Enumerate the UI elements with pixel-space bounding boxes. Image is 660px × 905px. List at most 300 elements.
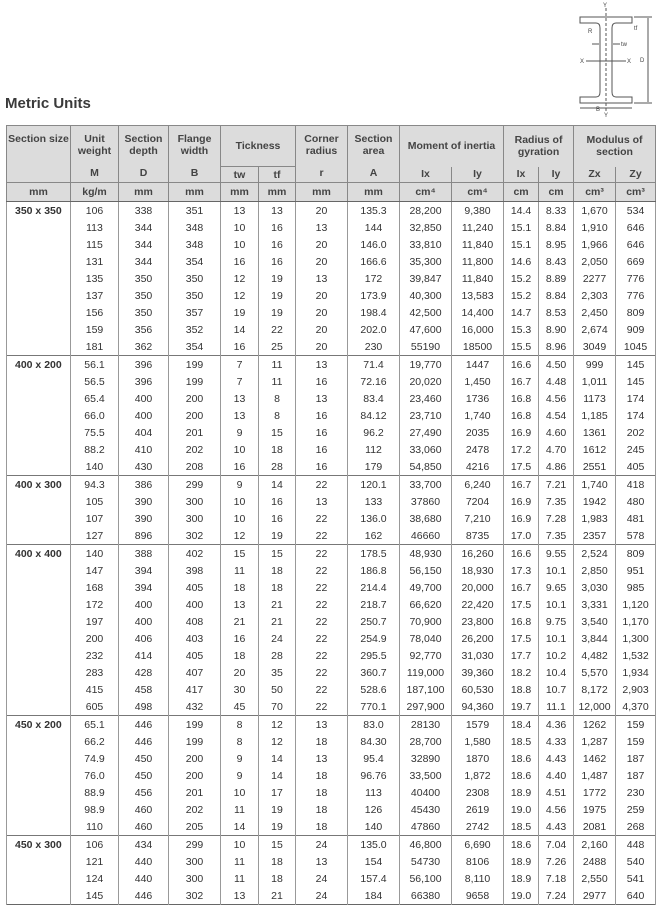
table-cell: 12,000 [574, 698, 616, 716]
table-cell: 350 [169, 287, 221, 304]
table-cell: 22 [296, 545, 348, 563]
table-cell: 405 [616, 458, 656, 476]
table-cell: 13 [221, 887, 259, 905]
section-size-cell [7, 801, 71, 818]
section-size-cell [7, 767, 71, 784]
table-cell: 460 [119, 801, 169, 818]
table-row [7, 270, 656, 287]
table-row [7, 373, 656, 390]
table-cell: 2,524 [574, 545, 616, 563]
table-cell: 1579 [452, 716, 504, 734]
table-cell: 4.36 [539, 716, 574, 734]
table-cell: 4.48 [539, 373, 574, 390]
table-cell: 11,240 [452, 219, 504, 236]
table-cell: 9.55 [539, 545, 574, 563]
table-cell: 66.0 [71, 407, 119, 424]
header-thickness: Tickness [221, 126, 296, 167]
table-cell: 162 [348, 527, 400, 545]
table-cell: 202 [169, 441, 221, 458]
table-cell: 65.1 [71, 716, 119, 734]
table-cell: 106 [71, 202, 119, 220]
table-cell: 4.56 [539, 801, 574, 818]
diagram-label-y-top: Y [603, 3, 608, 9]
table-cell: 909 [616, 321, 656, 338]
table-row [7, 545, 656, 563]
table-row [7, 219, 656, 236]
table-cell: 14 [259, 750, 296, 767]
table-cell: 22 [259, 321, 296, 338]
table-cell: 19,770 [400, 356, 452, 374]
table-cell: 458 [119, 681, 169, 698]
table-cell: 809 [616, 304, 656, 321]
unit-cell: mm [7, 183, 71, 202]
table-cell: 28130 [400, 716, 452, 734]
table-cell: 16.7 [504, 476, 539, 494]
table-cell: 3,030 [574, 579, 616, 596]
table-cell: 13 [296, 493, 348, 510]
table-cell: 295.5 [348, 647, 400, 664]
table-cell: 33,700 [400, 476, 452, 494]
table-cell: 10 [221, 784, 259, 801]
table-cell: 10 [221, 510, 259, 527]
table-cell: 72.16 [348, 373, 400, 390]
table-cell: 15 [259, 545, 296, 563]
table-cell: 74.9 [71, 750, 119, 767]
table-cell: 12 [221, 270, 259, 287]
table-cell: 20,000 [452, 579, 504, 596]
table-cell: 13 [296, 270, 348, 287]
table-cell: 2081 [574, 818, 616, 836]
unit-cell: cm⁴ [400, 183, 452, 202]
table-cell: 20 [221, 664, 259, 681]
table-cell: 415 [71, 681, 119, 698]
table-row [7, 767, 656, 784]
table-cell: 20 [296, 202, 348, 220]
table-cell: 159 [616, 733, 656, 750]
table-cell: 24 [296, 836, 348, 854]
table-cell: 770.1 [348, 698, 400, 716]
table-cell: 12 [259, 716, 296, 734]
table-cell: 35,300 [400, 253, 452, 270]
table-cell: 18 [296, 801, 348, 818]
table-cell: 173.9 [348, 287, 400, 304]
table-cell: 168 [71, 579, 119, 596]
table-cell: 16 [296, 424, 348, 441]
table-cell: 7.35 [539, 493, 574, 510]
table-cell: 7.24 [539, 887, 574, 905]
table-cell: 11,800 [452, 253, 504, 270]
table-cell: 157.4 [348, 870, 400, 887]
table-cell: 8 [259, 407, 296, 424]
table-cell: 66,620 [400, 596, 452, 613]
table-cell: 13 [221, 202, 259, 220]
table-cell: 13 [296, 219, 348, 236]
header-rog-iy: Iy [539, 167, 574, 183]
table-cell: 646 [616, 236, 656, 253]
table-cell: 166.6 [348, 253, 400, 270]
table-cell: 200 [169, 767, 221, 784]
header-section-depth: Section depth D [119, 126, 169, 183]
header-moi-iy: Iy [452, 167, 504, 183]
table-cell: 13 [221, 407, 259, 424]
header-flange-width: Flange width B [169, 126, 221, 183]
table-cell: 48,930 [400, 545, 452, 563]
table-cell: 19 [259, 818, 296, 836]
table-cell: 11 [259, 356, 296, 374]
table-cell: 4.54 [539, 407, 574, 424]
table-cell: 9.75 [539, 613, 574, 630]
table-cell: 4.50 [539, 356, 574, 374]
table-cell: 21 [221, 613, 259, 630]
table-cell: 187 [616, 750, 656, 767]
table-row [7, 407, 656, 424]
table-cell: 174 [616, 407, 656, 424]
table-cell: 172 [71, 596, 119, 613]
table-cell: 208 [169, 458, 221, 476]
table-cell: 15.2 [504, 270, 539, 287]
table-cell: 18.8 [504, 681, 539, 698]
table-cell: 2,303 [574, 287, 616, 304]
table-cell: 446 [119, 716, 169, 734]
table-cell: 18500 [452, 338, 504, 356]
header-tf: tf [259, 167, 296, 183]
table-cell: 11.1 [539, 698, 574, 716]
table-cell: 4.43 [539, 818, 574, 836]
table-cell: 1262 [574, 716, 616, 734]
table-cell: 8 [221, 716, 259, 734]
steel-section-table [6, 125, 656, 905]
table-row [7, 801, 656, 818]
table-cell: 33,810 [400, 236, 452, 253]
table-cell: 115 [71, 236, 119, 253]
table-cell: 302 [169, 527, 221, 545]
table-cell: 390 [119, 493, 169, 510]
table-cell: 396 [119, 373, 169, 390]
header-rog-ix: Ix [504, 167, 539, 183]
table-cell: 16 [259, 493, 296, 510]
table-cell: 12 [259, 733, 296, 750]
table-cell: 450 [119, 767, 169, 784]
table-cell: 404 [119, 424, 169, 441]
table-cell: 8.84 [539, 287, 574, 304]
table-cell: 40,300 [400, 287, 452, 304]
table-cell: 8,172 [574, 681, 616, 698]
section-size-cell: 450 x 200 [7, 716, 71, 734]
table-cell: 390 [119, 510, 169, 527]
table-cell: 16 [296, 441, 348, 458]
table-cell: 4,482 [574, 647, 616, 664]
table-cell: 113 [348, 784, 400, 801]
table-cell: 156 [71, 304, 119, 321]
table-cell: 417 [169, 681, 221, 698]
table-cell: 300 [169, 870, 221, 887]
table-cell: 200 [169, 750, 221, 767]
table-cell: 2,674 [574, 321, 616, 338]
table-cell: 19 [259, 270, 296, 287]
table-cell: 446 [119, 733, 169, 750]
table-cell: 9 [221, 767, 259, 784]
table-cell: 107 [71, 510, 119, 527]
table-cell: 50 [259, 681, 296, 698]
table-cell: 18 [259, 853, 296, 870]
table-cell: 14 [259, 476, 296, 494]
table-cell: 1736 [452, 390, 504, 407]
table-cell: 14.7 [504, 304, 539, 321]
table-cell: 498 [119, 698, 169, 716]
table-cell: 187 [616, 767, 656, 784]
table-cell: 98.9 [71, 801, 119, 818]
table-cell: 17.2 [504, 441, 539, 458]
table-cell: 646 [616, 219, 656, 236]
header-corner-radius: Corner radius r [296, 126, 348, 183]
table-cell: 159 [71, 321, 119, 338]
table-cell: 299 [169, 476, 221, 494]
table-row [7, 527, 656, 545]
table-cell: 8.53 [539, 304, 574, 321]
diagram-label-x-right: X [627, 59, 632, 65]
table-row [7, 424, 656, 441]
table-cell: 14 [221, 818, 259, 836]
table-cell: 2551 [574, 458, 616, 476]
table-cell: 54,850 [400, 458, 452, 476]
section-size-cell [7, 870, 71, 887]
section-size-cell [7, 818, 71, 836]
table-cell: 1173 [574, 390, 616, 407]
table-cell: 124 [71, 870, 119, 887]
table-cell: 406 [119, 630, 169, 647]
table-cell: 1,185 [574, 407, 616, 424]
table-cell: 578 [616, 527, 656, 545]
table-row [7, 870, 656, 887]
table-cell: 302 [169, 887, 221, 905]
table-cell: 446 [119, 887, 169, 905]
table-cell: 12 [221, 287, 259, 304]
table-cell: 66.2 [71, 733, 119, 750]
diagram-label-r: R [588, 29, 593, 35]
header-zy: Zy [616, 167, 656, 183]
section-size-cell [7, 321, 71, 338]
unit-cell: cm⁴ [452, 183, 504, 202]
section-size-cell [7, 750, 71, 767]
table-cell: 105 [71, 493, 119, 510]
table-cell: 8.95 [539, 236, 574, 253]
table-cell: 10.1 [539, 562, 574, 579]
section-size-cell: 400 x 300 [7, 476, 71, 494]
table-cell: 640 [616, 887, 656, 905]
table-cell: 8735 [452, 527, 504, 545]
table-cell: 18.5 [504, 733, 539, 750]
table-cell: 16.9 [504, 424, 539, 441]
table-cell: 440 [119, 870, 169, 887]
table-cell: 28 [259, 647, 296, 664]
table-cell: 10.2 [539, 647, 574, 664]
unit-cell: mm [221, 183, 259, 202]
unit-cell: cm [539, 183, 574, 202]
table-cell: 2,850 [574, 562, 616, 579]
table-cell: 19 [259, 304, 296, 321]
table-cell: 344 [119, 236, 169, 253]
table-cell: 896 [119, 527, 169, 545]
diagram-label-y-bottom: Y [604, 113, 609, 118]
units-row [7, 183, 656, 202]
table-cell: 13 [221, 390, 259, 407]
section-size-cell [7, 527, 71, 545]
table-cell: 16,260 [452, 545, 504, 563]
table-cell: 428 [119, 664, 169, 681]
table-cell: 400 [169, 596, 221, 613]
header-unit-weight: Unit weight M [71, 126, 119, 183]
table-cell: 300 [169, 853, 221, 870]
table-row [7, 356, 656, 374]
table-cell: 172 [348, 270, 400, 287]
table-cell: 13 [296, 716, 348, 734]
section-size-cell [7, 441, 71, 458]
table-cell: 202.0 [348, 321, 400, 338]
table-cell: 24 [296, 887, 348, 905]
table-cell: 16 [221, 338, 259, 356]
table-cell: 76.0 [71, 767, 119, 784]
table-cell: 2742 [452, 818, 504, 836]
table-cell: 22 [296, 698, 348, 716]
table-cell: 16.8 [504, 390, 539, 407]
table-cell: 4.86 [539, 458, 574, 476]
table-cell: 75.5 [71, 424, 119, 441]
diagram-label-d: D [640, 58, 645, 64]
table-cell: 7.26 [539, 853, 574, 870]
table-cell: 480 [616, 493, 656, 510]
table-cell: 133 [348, 493, 400, 510]
table-cell: 10.7 [539, 681, 574, 698]
table-cell: 354 [169, 253, 221, 270]
table-cell: 1870 [452, 750, 504, 767]
table-cell: 16 [221, 458, 259, 476]
table-row [7, 716, 656, 734]
table-cell: 18.6 [504, 767, 539, 784]
section-size-cell [7, 887, 71, 905]
table-cell: 22 [296, 681, 348, 698]
table-cell: 5,570 [574, 664, 616, 681]
table-cell: 11 [221, 801, 259, 818]
table-cell: 18 [221, 579, 259, 596]
table-row [7, 784, 656, 801]
table-cell: 7204 [452, 493, 504, 510]
table-row [7, 476, 656, 494]
table-cell: 96.76 [348, 767, 400, 784]
table-cell: 448 [616, 836, 656, 854]
table-cell: 23,800 [452, 613, 504, 630]
section-size-cell [7, 733, 71, 750]
table-cell: 24 [259, 630, 296, 647]
table-cell: 350 [119, 270, 169, 287]
header-moi-ix: Ix [400, 167, 452, 183]
table-cell: 159 [616, 716, 656, 734]
table-cell: 344 [119, 253, 169, 270]
table-cell: 127 [71, 527, 119, 545]
table-cell: 4.56 [539, 390, 574, 407]
table-cell: 20 [296, 321, 348, 338]
table-cell: 10 [221, 236, 259, 253]
table-cell: 9 [221, 476, 259, 494]
table-cell: 21 [259, 596, 296, 613]
table-cell: 22 [296, 579, 348, 596]
table-cell: 28,200 [400, 202, 452, 220]
table-cell: 179 [348, 458, 400, 476]
table-cell: 18.4 [504, 716, 539, 734]
table-cell: 145 [71, 887, 119, 905]
table-cell: 11 [221, 853, 259, 870]
table-cell: 360.7 [348, 664, 400, 681]
table-cell: 200 [169, 407, 221, 424]
table-cell: 18.5 [504, 818, 539, 836]
table-cell: 55190 [400, 338, 452, 356]
table-cell: 88.2 [71, 441, 119, 458]
table-cell: 8.90 [539, 321, 574, 338]
section-size-cell [7, 579, 71, 596]
table-cell: 199 [169, 716, 221, 734]
header-section-size: Section size [7, 126, 71, 183]
table-cell: 16.6 [504, 545, 539, 563]
section-size-cell [7, 304, 71, 321]
table-cell: 174 [616, 390, 656, 407]
table-cell: 22 [296, 630, 348, 647]
table-cell: 198.4 [348, 304, 400, 321]
table-cell: 32890 [400, 750, 452, 767]
table-cell: 19.0 [504, 801, 539, 818]
table-row [7, 818, 656, 836]
table-cell: 13 [259, 202, 296, 220]
table-cell: 1,300 [616, 630, 656, 647]
header-modulus-of-section: Modulus of section [574, 126, 656, 167]
section-size-cell [7, 287, 71, 304]
table-row [7, 441, 656, 458]
table-cell: 11 [221, 562, 259, 579]
table-cell: 92,770 [400, 647, 452, 664]
table-cell: 187,100 [400, 681, 452, 698]
table-cell: 403 [169, 630, 221, 647]
table-cell: 197 [71, 613, 119, 630]
table-cell: 348 [169, 219, 221, 236]
section-size-cell [7, 253, 71, 270]
table-cell: 19 [259, 527, 296, 545]
table-cell: 16.8 [504, 613, 539, 630]
table-cell: 18 [296, 818, 348, 836]
table-cell: 7 [221, 373, 259, 390]
table-cell: 45430 [400, 801, 452, 818]
table-cell: 199 [169, 373, 221, 390]
table-cell: 400 [119, 596, 169, 613]
table-row [7, 202, 656, 220]
table-cell: 70,900 [400, 613, 452, 630]
table-cell: 809 [616, 545, 656, 563]
table-cell: 13 [221, 596, 259, 613]
table-cell: 4.43 [539, 750, 574, 767]
table-cell: 16 [221, 630, 259, 647]
table-cell: 4,370 [616, 698, 656, 716]
table-cell: 7.21 [539, 476, 574, 494]
section-size-cell [7, 493, 71, 510]
table-cell: 18 [296, 767, 348, 784]
table-cell: 350 [169, 270, 221, 287]
table-cell: 96.2 [348, 424, 400, 441]
table-cell: 1,170 [616, 613, 656, 630]
table-cell: 1,011 [574, 373, 616, 390]
table-cell: 49,700 [400, 579, 452, 596]
table-cell: 4216 [452, 458, 504, 476]
table-cell: 460 [119, 818, 169, 836]
diagram-label-x-left: X [580, 59, 585, 65]
table-cell: 481 [616, 510, 656, 527]
table-cell: 259 [616, 801, 656, 818]
